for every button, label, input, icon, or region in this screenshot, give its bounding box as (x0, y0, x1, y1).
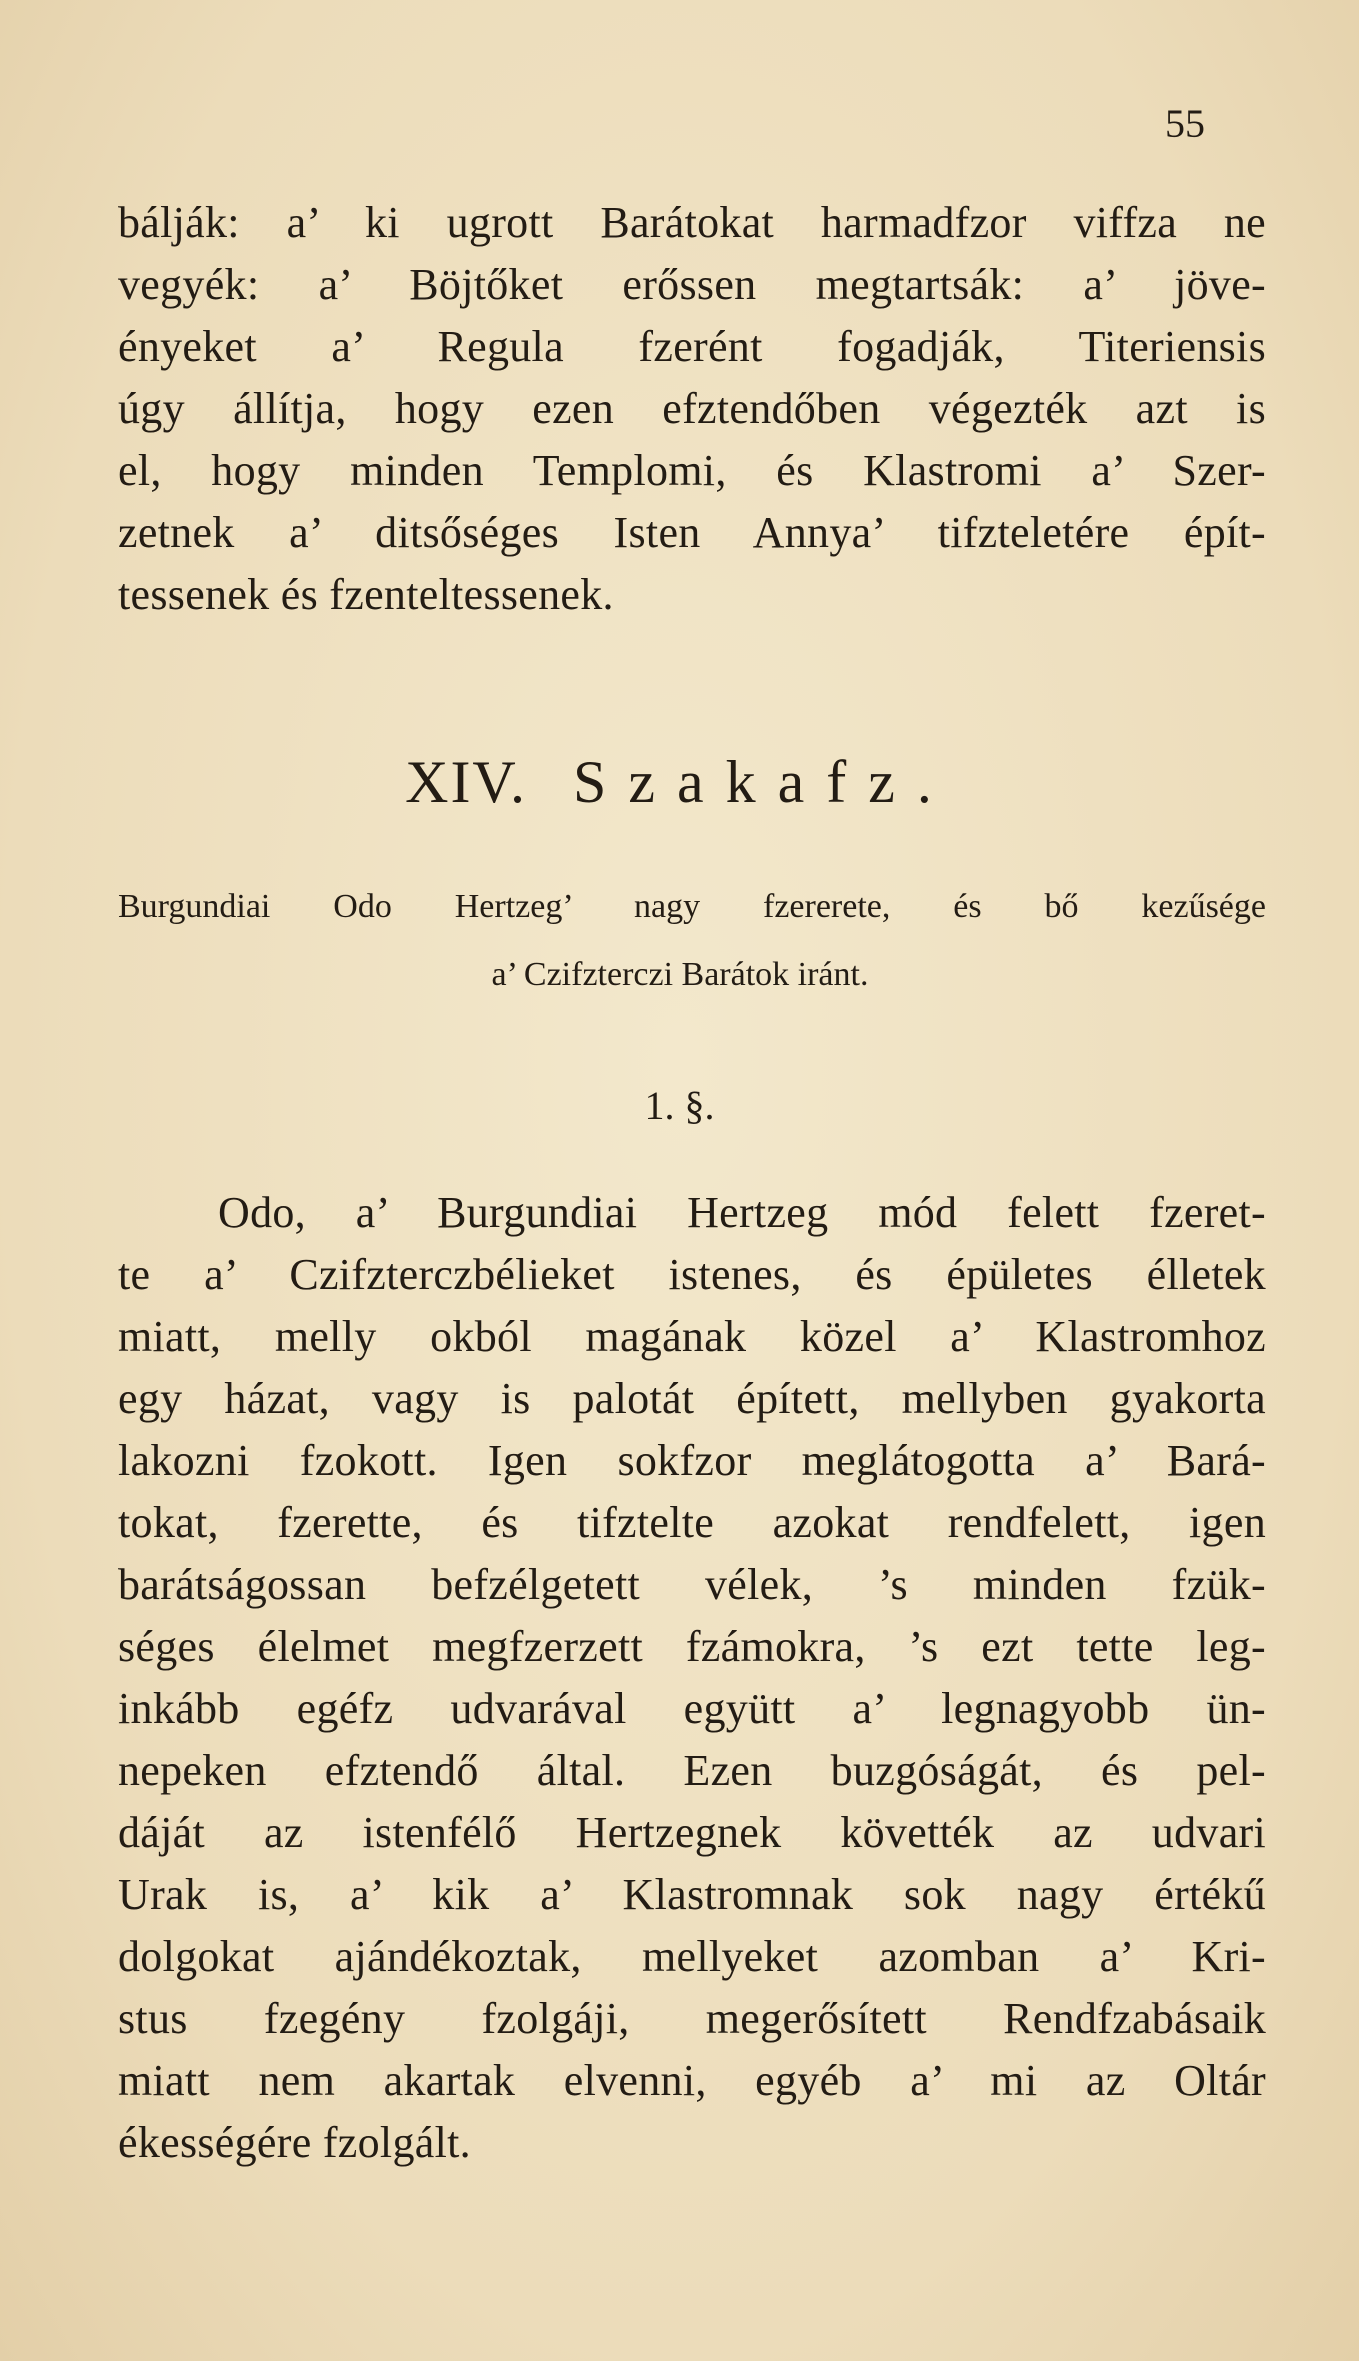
page-number: 55 (1165, 101, 1205, 146)
section-number: XIV. (405, 749, 528, 815)
text-line: séges élelmet megfzerzett fzámokra, ’s ezt tette leg- (118, 1622, 1266, 1671)
text-line: Urak is, a’ kik a’ Klastromnak sok nagy értékű (118, 1870, 1266, 1919)
paragraph-number: 1. §. (644, 1083, 715, 1128)
text-line: tessenek és fzenteltessenek. (118, 570, 614, 619)
text-line: ényeket a’ Regula fzerént fogadják, Titeriensis (118, 322, 1266, 371)
text-line: lakozni fzokott. Igen sokfzor meglátogotta a’ Bará- (118, 1436, 1266, 1485)
text-line: ékességére fzolgált. (118, 2118, 471, 2167)
text-line: úgy állítja, hogy ezen efztendőben végezték azt is (118, 384, 1266, 433)
text-line: Odo, a’ Burgundiai Hertzeg mód felett fzeret- (218, 1188, 1266, 1237)
text-line: te a’ Czifzterczbélieket istenes, és épületes élletek (118, 1250, 1266, 1299)
body-paragraph (118, 1182, 1266, 2174)
text-line: tokat, fzerette, és tifztelte azokat rendfelett, igen (118, 1498, 1266, 1547)
section-heading (0, 748, 1359, 817)
top-paragraph (118, 192, 1266, 626)
text-line: bálják: a’ ki ugrott Barátokat harmadfzor viffza ne (118, 198, 1266, 247)
text-line: miatt, melly okból magának közel a’ Klastromhoz (118, 1312, 1266, 1361)
text-line: el, hogy minden Templomi, és Klastromi a’ Szer- (118, 446, 1266, 495)
text-line: egy házat, vagy is palotát épített, mellyben gyakorta (118, 1374, 1266, 1423)
text-line: inkább egéfz udvarával együtt a’ legnagyobb ün- (118, 1684, 1266, 1733)
section-word: Szakafz. (573, 749, 954, 815)
text-line: vegyék: a’ Böjtőket erőssen megtartsák: a’ jöve- (118, 260, 1266, 309)
text-line: dáját az istenfélő Hertzegnek követték az udvari (118, 1808, 1266, 1857)
section-subtitle-line-1: Burgundiai Odo Hertzeg’ nagy fzererete, és bő kezűsége (118, 888, 1266, 925)
text-line: nepeken efztendő által. Ezen buzgóságát, és pel- (118, 1746, 1266, 1795)
text-line: miatt nem akartak elvenni, egyéb a’ mi az Oltár (118, 2056, 1266, 2105)
text-line: zetnek a’ ditsőséges Isten Annya’ tifzteletére épít- (118, 508, 1266, 557)
section-subtitle-line-2: a’ Czifzterczi Barátok iránt. (491, 956, 869, 993)
text-line: dolgokat ajándékoztak, mellyeket azomban a’ Kri- (118, 1932, 1266, 1981)
text-line: stus fzegény fzolgáji, megerősített Rendfzabásaik (118, 1994, 1266, 2043)
text-line: barátságossan befzélgetett vélek, ’s minden fzük- (118, 1560, 1266, 1609)
